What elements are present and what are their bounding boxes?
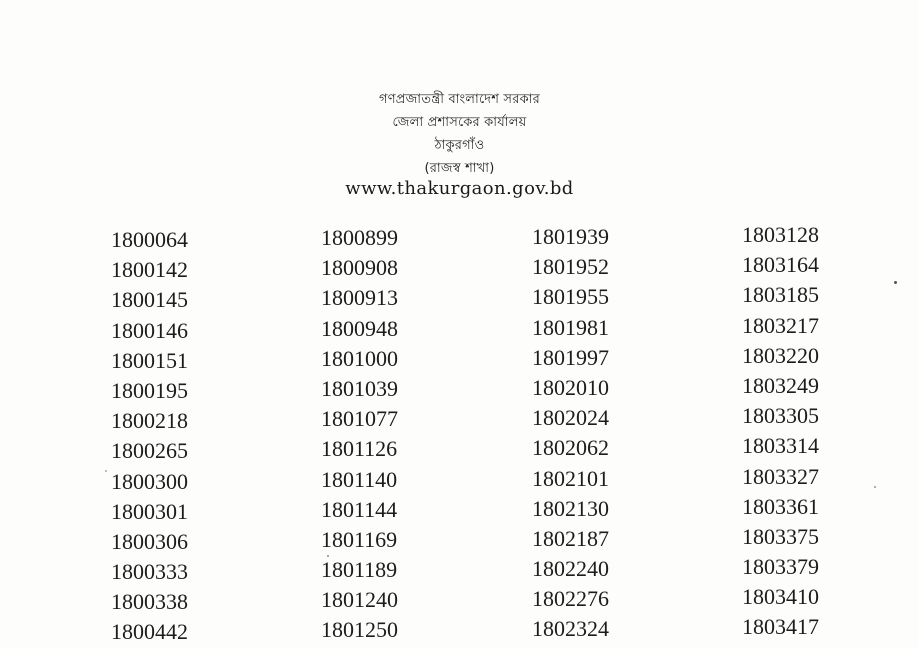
holding-number: 1801169	[321, 526, 398, 552]
holding-number: 1800218	[111, 408, 188, 434]
holding-number: 1800300	[111, 468, 188, 494]
office-title: জেলা প্রশাসকের কার্যালয়	[392, 115, 527, 130]
government-title: গণপ্রজাতন্ত্রী বাংলাদেশ সরকার	[378, 92, 540, 107]
holding-number: 1800064	[111, 227, 188, 252]
holding-number: 1801952	[532, 254, 609, 280]
holding-number: 1801939	[532, 224, 609, 249]
holding-number: 1803185	[742, 282, 819, 308]
holding-number: 1800195	[111, 377, 188, 403]
holding-number: 1801250	[321, 617, 398, 643]
holding-number: 1800908	[321, 255, 398, 281]
holding-number: 1801189	[321, 557, 398, 583]
holding-number: 1802324	[532, 616, 609, 642]
number-column-2	[321, 223, 451, 646]
holding-number: 1801240	[321, 587, 398, 613]
holding-number: 1802130	[532, 495, 609, 521]
holding-number: 1800948	[321, 315, 398, 341]
holding-number: 1802276	[532, 586, 609, 612]
holding-number: 1800333	[111, 559, 188, 585]
scan-speck	[105, 470, 107, 472]
holding-number: 1802187	[532, 525, 609, 551]
holding-number: 1803305	[742, 403, 819, 429]
holding-number: 1800151	[111, 347, 188, 373]
holding-number: 1803220	[742, 342, 819, 368]
holding-number: 1800301	[111, 498, 188, 524]
holding-number: 1801000	[321, 345, 398, 371]
holding-number: 1803249	[742, 372, 819, 398]
number-column-4	[742, 220, 872, 643]
holding-number: 1800899	[321, 225, 398, 250]
holding-number: 1801997	[532, 344, 609, 370]
holding-number: 1800146	[111, 317, 188, 343]
scan-speck	[894, 281, 897, 284]
holding-number: 1802062	[532, 435, 609, 461]
holding-number: 1802010	[532, 374, 609, 400]
holding-number: 1803379	[742, 554, 819, 580]
holding-number: 1801140	[321, 466, 398, 492]
scan-speck	[874, 486, 876, 488]
holding-number: 1803375	[742, 523, 819, 549]
holding-number: 1802024	[532, 405, 609, 431]
holding-number: 1800913	[321, 285, 398, 311]
number-column-1	[111, 225, 241, 648]
document-header	[0, 88, 919, 200]
holding-number: 1801039	[321, 375, 398, 401]
holding-number: 1803361	[742, 493, 819, 519]
holding-number: 1803410	[742, 584, 819, 610]
holding-number: 1800265	[111, 438, 188, 464]
holding-number: 1803217	[742, 312, 819, 338]
website-url: www.thakurgaon.gov.bd	[345, 178, 574, 199]
holding-number: 1800306	[111, 528, 188, 554]
holding-number: 1803417	[742, 614, 819, 640]
holding-number: 1803164	[742, 252, 819, 278]
holding-number: 1800442	[111, 619, 188, 645]
district-name: ঠাকুরগাঁও	[434, 138, 485, 153]
holding-number: 1801077	[321, 406, 398, 432]
scan-speck	[327, 555, 329, 557]
holding-number: 1800142	[111, 257, 188, 283]
holding-number: 1801981	[532, 314, 609, 340]
section-name: (রাজস্ব শাখা)	[424, 161, 495, 176]
holding-number: 1801955	[532, 284, 609, 310]
holding-number: 1800338	[111, 589, 188, 615]
number-column-3	[532, 222, 662, 645]
holding-number: 1801144	[321, 496, 398, 522]
holding-number: 1802101	[532, 465, 609, 491]
holding-number: 1803314	[742, 433, 819, 459]
holding-number: 1801126	[321, 436, 398, 462]
holding-number: 1802240	[532, 556, 609, 582]
holding-number: 1803128	[742, 222, 819, 247]
holding-number: 1800145	[111, 287, 188, 313]
holding-number: 1803327	[742, 463, 819, 489]
